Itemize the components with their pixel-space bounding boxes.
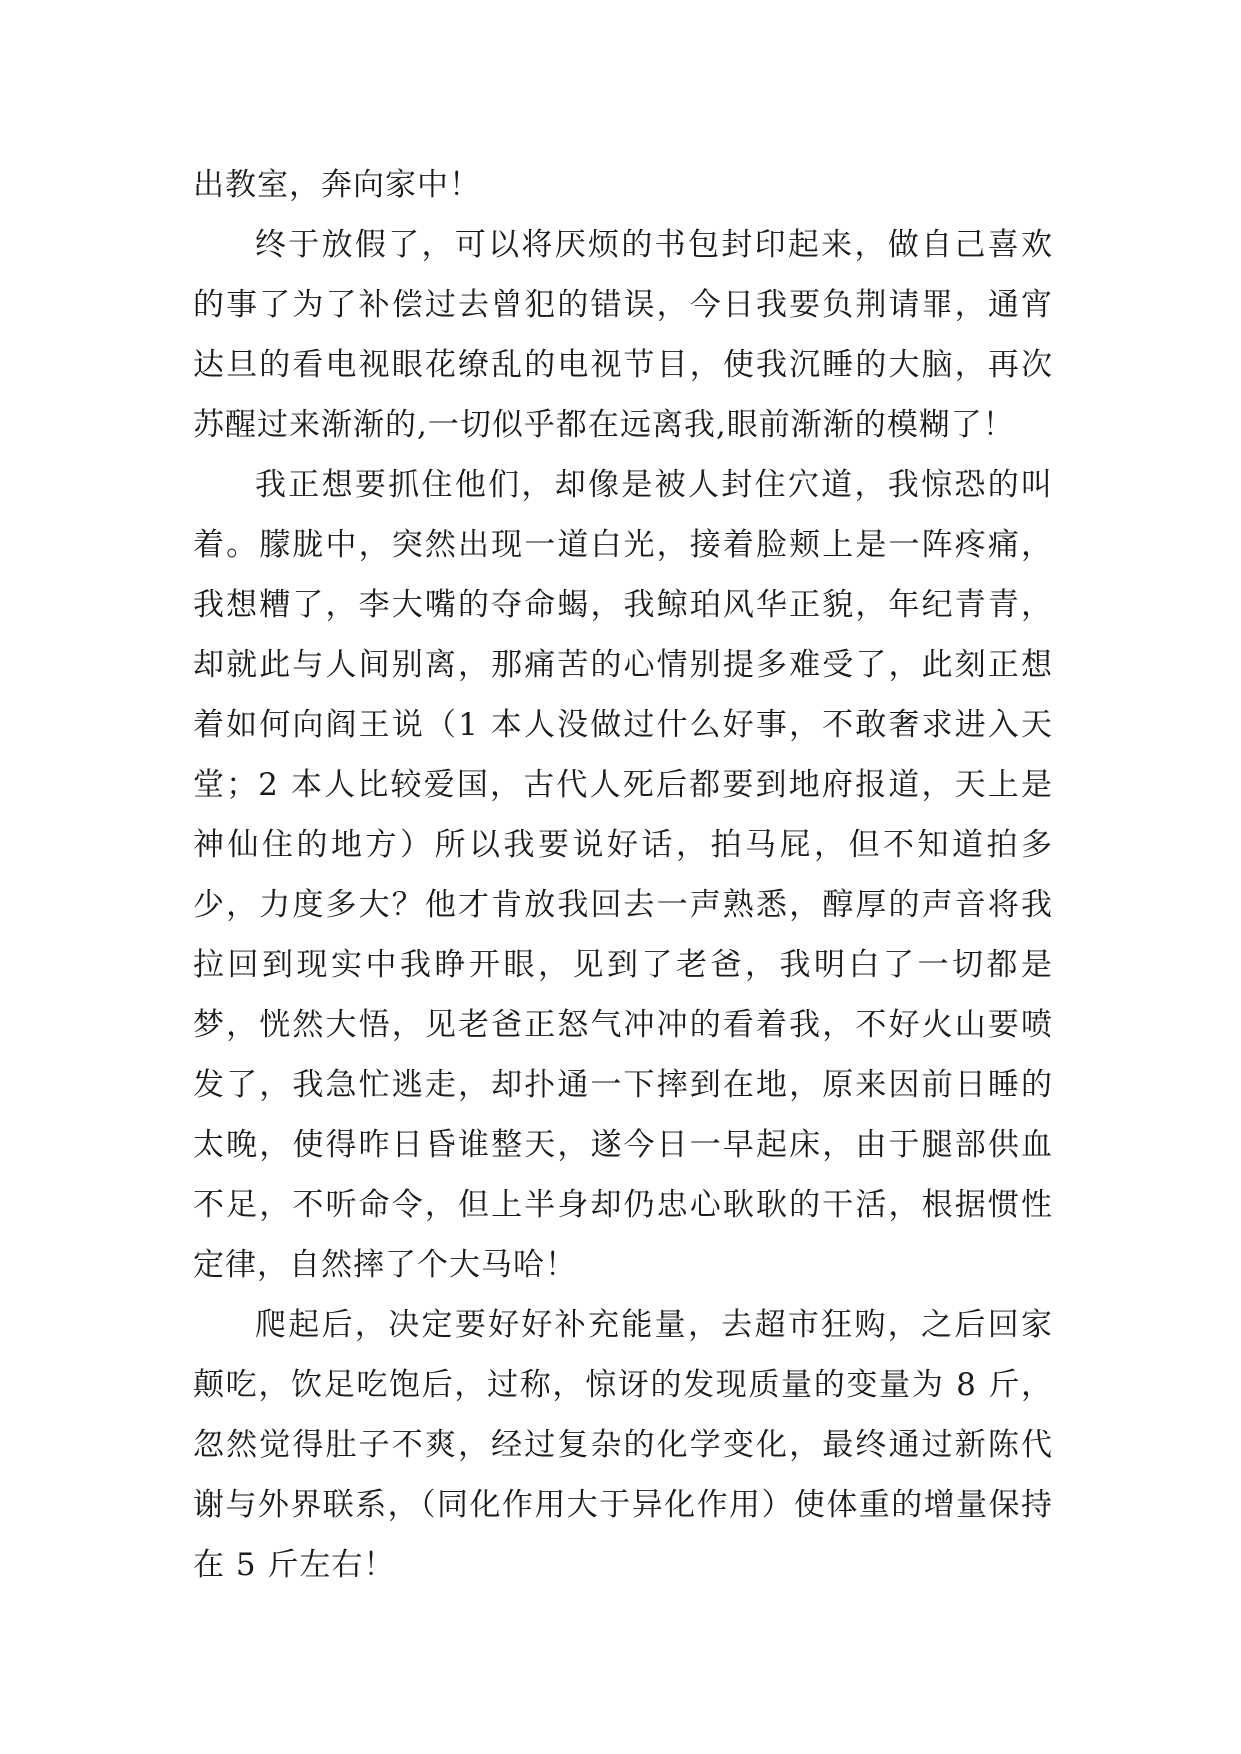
document-body xyxy=(193,155,1053,1595)
paragraph-2: 终于放假了，可以将厌烦的书包封印起来，做自己喜欢的事了为了补偿过去曾犯的错误，今日我要负荆请罪，通宵达旦的看电视眼花缭乱的电视节目，使我沉睡的大脑，再次苏醒过来渐渐的,一切似乎都在远离我,眼前渐渐的模糊了！ xyxy=(193,227,1053,443)
paragraph-4: 爬起后，决定要好好补充能量，去超市狂购，之后回家颠吃，饮足吃饱后，过称，惊讶的发现质量的变量为 8 斤，忽然觉得肚子不爽，经过复杂的化学变化，最终通过新陈代谢与外界联系，（同化作用大于异化作用）使体重的增量保持在 5 斤左右！ xyxy=(193,1307,1053,1583)
paragraph-1: 出教室，奔向家中！ xyxy=(193,167,481,203)
paragraph-3: 我正想要抓住他们，却像是被人封住穴道，我惊恐的叫着。朦胧中，突然出现一道白光，接着脸颊上是一阵疼痛，我想糟了，李大嘴的夺命蝎，我鲸珀风华正貌，年纪青青，却就此与人间别离，那痛苦的心情别提多难受了，此刻正想着如何向阎王说（1 本人没做过什么好事，不敢奢求进入天堂；2 本人比较爱国，古代人死后都要到地府报道，天上是神仙住的地方）所以我要说好话，拍马屁，但不知道拍多少，力度多大？他才肯放我回去一声熟悉，醇厚的声音将我拉回到现实中我睁开眼，见到了老爸，我明白了一切都是梦，恍然大悟，见老爸正怒气冲冲的看着我，不好火山要喷发了，我急忙逃走，却扑通一下摔到在地，原来因前日睡的太晚，使得昨日昏谁整天，遂今日一早起床，由于腿部供血不足，不听命令，但上半身却仍忠心耿耿的干活，根据惯性定律，自然摔了个大马哈！ xyxy=(193,467,1053,1283)
